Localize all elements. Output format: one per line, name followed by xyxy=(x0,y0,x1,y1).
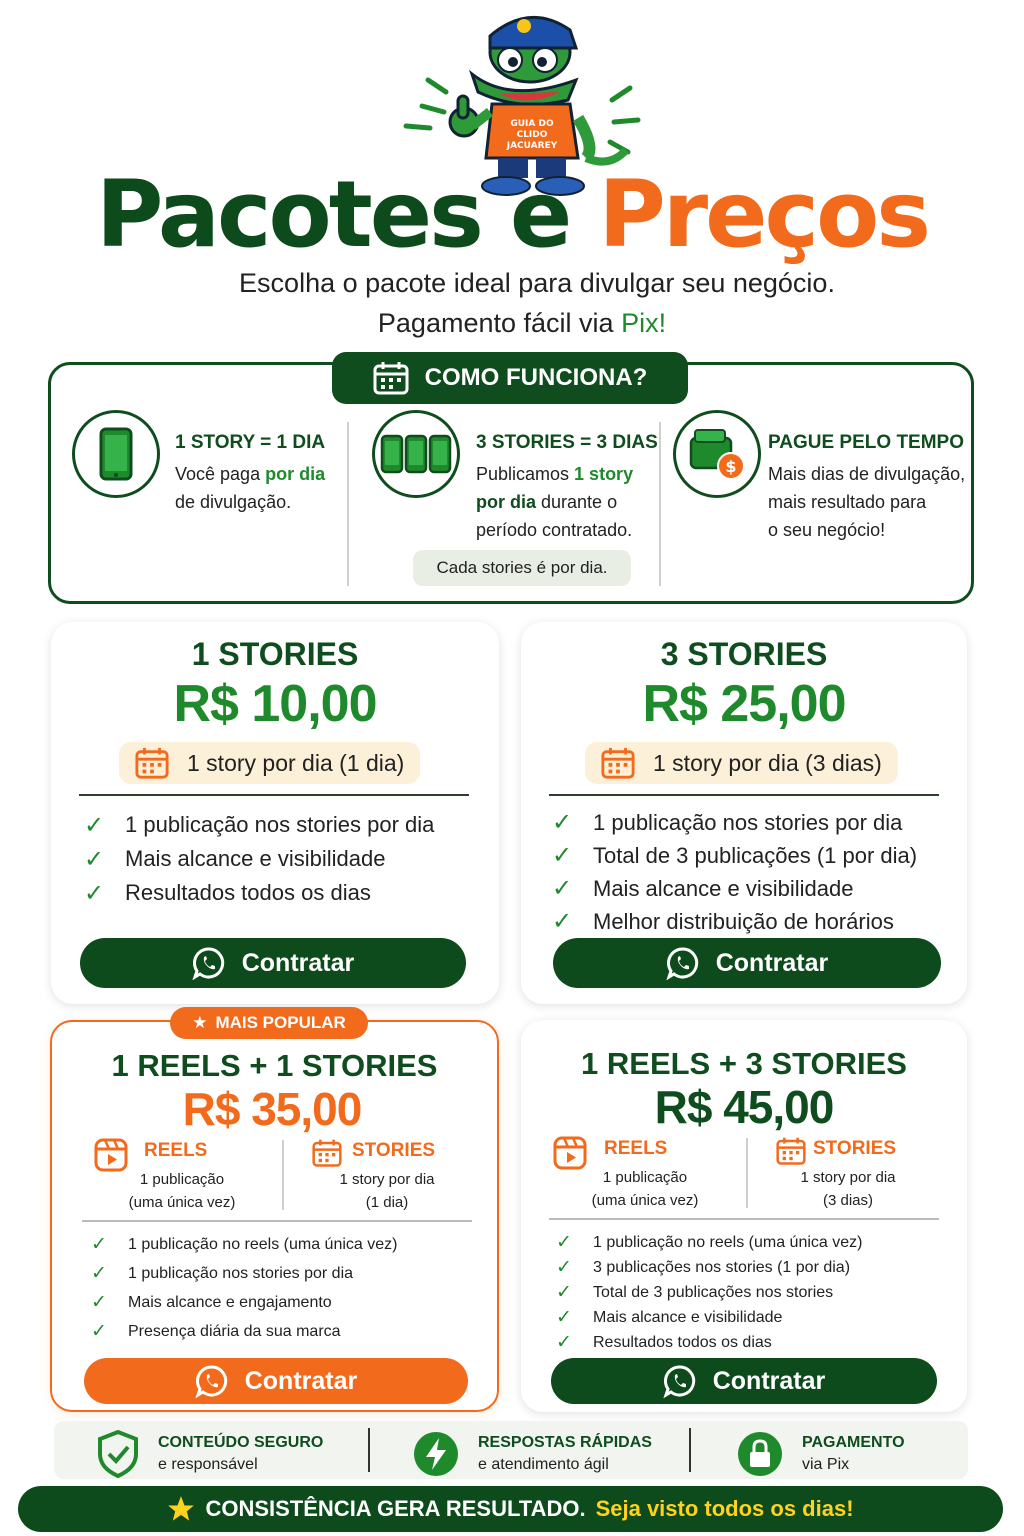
contratar-button[interactable] xyxy=(80,938,466,988)
stories-label: STORIES xyxy=(352,1140,436,1161)
shield-check-icon xyxy=(96,1430,140,1478)
how-col3-l3: o seu negócio! xyxy=(768,520,886,540)
stories-label: STORIES xyxy=(813,1138,897,1159)
divider xyxy=(689,1428,691,1472)
check-icon: ✓ xyxy=(556,1257,572,1278)
whatsapp-icon xyxy=(195,1364,229,1398)
whatsapp-icon xyxy=(192,946,226,980)
how-col2-l1a: Publicamos xyxy=(476,464,575,484)
title-part1: Pacotes xyxy=(95,161,481,268)
trust-title: RESPOSTAS RÁPIDAS xyxy=(478,1434,652,1451)
feature-item: ✓ Total de 3 publicações nos stories xyxy=(553,1280,862,1305)
how-col1-title: 1 STORY = 1 DIA xyxy=(175,432,326,453)
calendar-icon xyxy=(373,361,409,395)
how-col3-title: PAGUE PELO TEMPO xyxy=(768,432,965,453)
mascot-shirt-line2: CLIDO xyxy=(516,130,548,140)
check-icon: ✓ xyxy=(556,1307,572,1328)
check-icon: ✓ xyxy=(91,1321,107,1342)
trust-sub: via Pix xyxy=(802,1456,850,1473)
how-col2-l1b: 1 story xyxy=(574,464,634,484)
how-col1-l1b: por dia xyxy=(265,464,326,484)
feature-list xyxy=(553,1230,862,1355)
star-icon: ★ xyxy=(192,1013,208,1032)
subtitle-line2 xyxy=(0,308,1024,339)
package-title: 3 STORIES xyxy=(660,636,828,672)
trust-item-fast xyxy=(412,1430,652,1478)
how-col2-l3: período contratado. xyxy=(476,520,633,540)
reels-label: REELS xyxy=(144,1140,208,1161)
divider xyxy=(79,794,469,796)
divider xyxy=(549,1218,939,1220)
most-popular-label: MAIS POPULAR xyxy=(215,1013,346,1032)
how-col2-l2b: durante o xyxy=(536,492,618,512)
divider xyxy=(746,1138,748,1208)
stories-line2: (1 dia) xyxy=(365,1194,409,1211)
bottom-banner xyxy=(18,1486,1003,1532)
reels-icon xyxy=(553,1136,587,1170)
feature-item: ✓ Melhor distribuição de horários xyxy=(551,908,894,935)
feature-item: ✓ Total de 3 publicações (1 por dia) xyxy=(551,842,918,869)
title-part3: Preços xyxy=(598,161,929,268)
check-icon: ✓ xyxy=(551,908,573,935)
feature-item: ✓ Presença diária da sua marca xyxy=(88,1317,397,1346)
package-card-3-stories xyxy=(521,622,967,1004)
package-price: R$ 45,00 xyxy=(654,1081,834,1133)
star-icon xyxy=(167,1495,195,1523)
title-part2: e xyxy=(509,161,570,268)
contratar-label: Contratar xyxy=(712,1366,826,1395)
whatsapp-icon xyxy=(666,946,700,980)
check-icon: ✓ xyxy=(91,1263,107,1284)
page-title xyxy=(0,160,1024,270)
divider xyxy=(368,1428,370,1472)
lock-icon xyxy=(736,1430,784,1478)
package-title: 1 STORIES xyxy=(191,636,359,672)
svg-text:$: $ xyxy=(725,457,737,476)
mascot-shirt-line1: GUIA DO xyxy=(510,119,554,129)
feature-item: ✓ Mais alcance e visibilidade xyxy=(83,845,386,873)
subtitle-line2-prefix: Pagamento fácil via xyxy=(377,308,614,338)
divider xyxy=(659,422,661,586)
how-col-1 xyxy=(72,410,160,498)
package-title: 1 REELS + 3 STORIES xyxy=(581,1046,907,1081)
duration-pill xyxy=(119,742,420,784)
calendar-icon xyxy=(776,1136,806,1166)
feature-item: ✓ 3 publicações nos stories (1 por dia) xyxy=(553,1255,862,1280)
how-it-works-badge xyxy=(332,352,688,404)
contratar-label: Contratar xyxy=(244,1366,358,1395)
phone-icon xyxy=(72,410,160,498)
divider xyxy=(282,1140,284,1210)
check-icon: ✓ xyxy=(551,842,573,869)
check-icon: ✓ xyxy=(91,1234,107,1255)
duration-pill xyxy=(585,742,898,784)
calendar-icon xyxy=(135,746,169,780)
how-it-works-title: COMO FUNCIONA? xyxy=(424,364,648,391)
contratar-button[interactable] xyxy=(553,938,941,988)
calendar-icon xyxy=(312,1138,342,1168)
lightning-icon xyxy=(412,1430,460,1478)
check-icon: ✓ xyxy=(556,1282,572,1303)
how-col1-l2: de divulgação. xyxy=(175,492,292,512)
check-icon: ✓ xyxy=(551,809,573,836)
trust-title: PAGAMENTO xyxy=(802,1434,905,1451)
package-card-1-stories xyxy=(51,622,499,1004)
check-icon: ✓ xyxy=(83,811,105,839)
how-col3-l1: Mais dias de divulgação, xyxy=(768,464,966,484)
check-icon: ✓ xyxy=(556,1232,572,1253)
feature-item: ✓ Mais alcance e engajamento xyxy=(88,1288,397,1317)
feature-list xyxy=(83,808,434,910)
trust-item-payment xyxy=(736,1430,905,1478)
check-icon: ✓ xyxy=(556,1332,572,1353)
feature-item: ✓ 1 publicação nos stories por dia xyxy=(88,1259,397,1288)
how-col3-l2: mais resultado para xyxy=(768,492,927,512)
three-phones-icon xyxy=(372,410,460,498)
per-day-chip: Cada stories é por dia. xyxy=(413,550,631,586)
feature-list xyxy=(551,806,917,938)
stories-line2: (3 dias) xyxy=(822,1192,874,1209)
feature-item: ✓ Mais alcance e visibilidade xyxy=(553,1305,862,1330)
reels-icon xyxy=(94,1138,128,1172)
check-icon: ✓ xyxy=(83,879,105,907)
trust-title: CONTEÚDO SEGURO xyxy=(158,1434,324,1451)
trust-sub: e responsável xyxy=(158,1456,258,1473)
whatsapp-icon xyxy=(663,1364,697,1398)
contratar-button[interactable] xyxy=(84,1358,468,1404)
stories-line1: 1 story por dia xyxy=(339,1171,435,1188)
feature-item: ✓ Mais alcance e visibilidade xyxy=(551,875,854,902)
contratar-label: Contratar xyxy=(715,948,829,977)
duration-pill-label: 1 story por dia (3 dias) xyxy=(653,749,882,776)
reels-line2: (uma única vez) xyxy=(591,1192,699,1209)
how-col2-title: 3 STORIES = 3 DIAS xyxy=(476,432,658,453)
how-col1-l1a: Você paga xyxy=(175,464,266,484)
reels-line2: (uma única vez) xyxy=(128,1194,236,1211)
reels-label: REELS xyxy=(604,1138,668,1159)
mascot-shirt-line3: JACUAREY xyxy=(506,141,558,151)
divider xyxy=(347,422,349,586)
wallet-icon xyxy=(673,410,761,498)
feature-item: ✓ 1 publicação no reels (uma única vez) xyxy=(88,1230,397,1259)
how-col2-l2a: por dia xyxy=(476,492,537,512)
stories-line1: 1 story por dia xyxy=(800,1169,896,1186)
most-popular-badge xyxy=(170,1007,368,1039)
banner-main: CONSISTÊNCIA GERA RESULTADO. xyxy=(205,1496,586,1521)
trust-sub: e atendimento ágil xyxy=(478,1456,609,1473)
feature-item: ✓ 1 publicação no reels (uma única vez) xyxy=(553,1230,862,1255)
package-price: R$ 35,00 xyxy=(182,1083,362,1135)
banner-highlight: Seja visto todos os dias! xyxy=(595,1496,854,1521)
duration-pill-label: 1 story por dia (1 dia) xyxy=(187,749,405,776)
package-title: 1 REELS + 1 STORIES xyxy=(111,1048,438,1083)
package-card-reels-3-stories xyxy=(521,1020,967,1412)
contratar-label: Contratar xyxy=(241,948,355,977)
calendar-icon xyxy=(601,746,635,780)
feature-list xyxy=(88,1230,397,1346)
feature-item: ✓ 1 publicação nos stories por dia xyxy=(83,811,435,839)
feature-item: ✓ Resultados todos os dias xyxy=(83,879,371,907)
package-card-reels-1-stories xyxy=(50,1020,499,1412)
package-price: R$ 10,00 xyxy=(173,675,377,733)
feature-item: ✓ 1 publicação nos stories por dia xyxy=(551,809,903,836)
reels-line1: 1 publicação xyxy=(139,1171,225,1188)
trust-item-secure xyxy=(96,1430,323,1478)
divider xyxy=(549,794,939,796)
check-icon: ✓ xyxy=(91,1292,107,1313)
check-icon: ✓ xyxy=(83,845,105,873)
check-icon: ✓ xyxy=(551,875,573,902)
package-price: R$ 25,00 xyxy=(642,675,846,733)
subtitle-line1: Escolha o pacote ideal para divulgar seu negócio. xyxy=(239,268,835,298)
divider xyxy=(82,1220,472,1222)
contratar-button[interactable] xyxy=(551,1358,937,1404)
subtitle-pix: Pix! xyxy=(621,308,667,338)
reels-line1: 1 publicação xyxy=(602,1169,688,1186)
feature-item: ✓ Resultados todos os dias xyxy=(553,1330,862,1355)
